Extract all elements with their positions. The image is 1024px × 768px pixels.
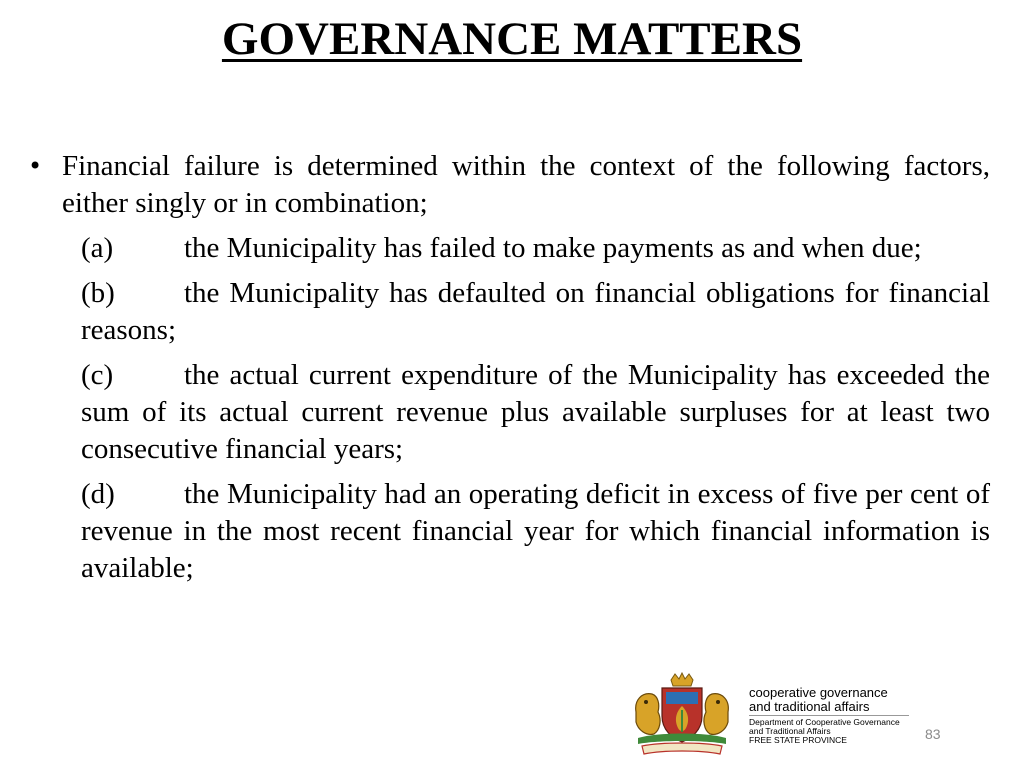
sub-item-d [81,476,990,587]
department-full-name [749,718,900,745]
department-short-name [749,686,888,714]
department-short-name-line: and traditional affairs [749,699,870,714]
sub-item-text: the Municipality had an operating deficit in excess of five per cent of revenue in the most recent financial year for which financial information is available; [81,478,990,584]
sub-item-b [81,275,990,349]
department-full-name-line: and Traditional Affairs [749,726,831,736]
department-short-name-line: cooperative governance [749,685,888,700]
sub-item-c [81,357,990,468]
sub-item-text: the actual current expenditure of the Municipality has exceeded the sum of its actual current revenue plus available surpluses for at least two consecutive financial years; [81,359,990,465]
slide-title: GOVERNANCE MATTERS [221,13,803,65]
logo-divider [749,715,909,716]
sub-item-a [81,230,990,267]
department-province: FREE STATE PROVINCE [749,735,847,745]
sub-item-letter: (d) [81,478,115,510]
bullet-dot-icon: • [28,152,43,180]
sub-item-text: the Municipality has failed to make payments as and when due; [184,232,922,264]
slide-body [28,148,990,587]
main-bullet [28,148,990,222]
page-number: 83 [925,726,941,742]
sub-item-letter: (a) [81,232,114,264]
department-logo [628,672,918,758]
free-state-coat-of-arms-icon [628,672,736,758]
sub-item-letter: (c) [81,359,114,391]
sub-item-text: the Municipality has defaulted on financial obligations for financial reasons; [81,277,990,346]
sub-item-letter: (b) [81,277,115,309]
department-full-name-line: Department of Cooperative Governance [749,717,900,727]
main-bullet-text: Financial failure is determined within the context of the following factors, either singly or in combination; [62,150,990,219]
